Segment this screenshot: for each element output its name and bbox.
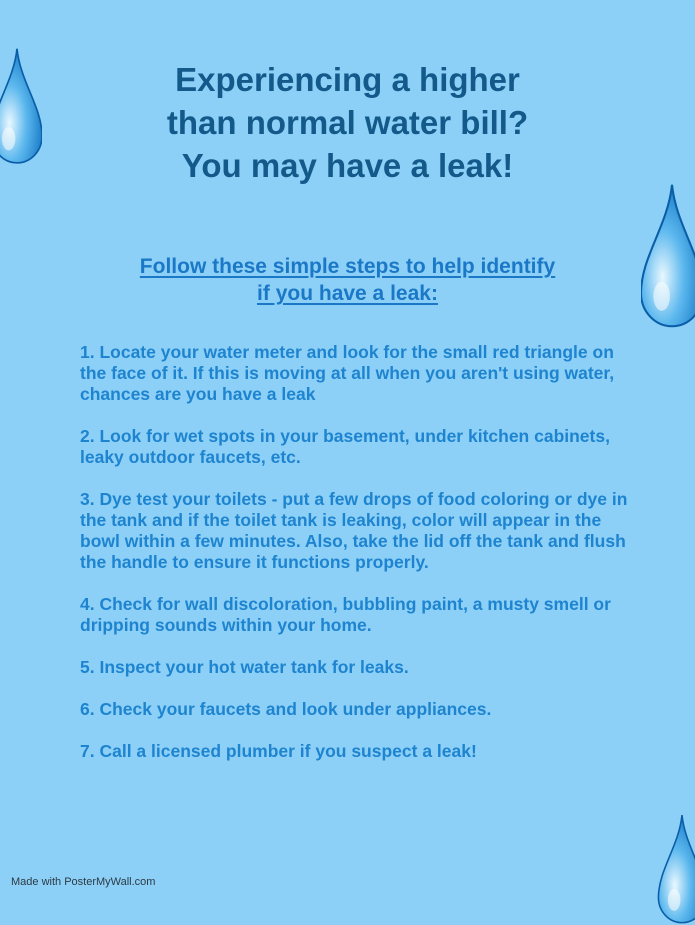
step-item: 7. Call a licensed plumber if you suspect a leak! bbox=[80, 741, 477, 761]
step-item: 2. Look for wet spots in your basement, under kitchen cabinets, leaky outdoor faucets, etc. bbox=[80, 426, 610, 467]
title-line-2: than normal water bill? bbox=[166, 104, 529, 141]
step-item: 3. Dye test your toilets - put a few drops of food coloring or dye in the tank and if the toilet tank is leaking, color will appear in the bowl within a few minutes. Also, take the lid off the tank and flush the handle to ensure it functions properly. bbox=[80, 489, 628, 572]
step-item: 6. Check your faucets and look under appliances. bbox=[80, 699, 492, 719]
steps-heading bbox=[60, 253, 635, 307]
poster-title bbox=[0, 58, 695, 187]
step-item: 1. Locate your water meter and look for the small red triangle on the face of it. If this is moving at all when you aren't using water, chances are you have a leak bbox=[80, 342, 615, 404]
subtitle-line-2: if you have a leak: bbox=[257, 282, 438, 305]
steps-list bbox=[80, 342, 640, 783]
water-drop-icon bbox=[641, 176, 695, 338]
step-item: 4. Check for wall discoloration, bubbling paint, a musty smell or dripping sounds within your home. bbox=[80, 594, 611, 635]
footer-credit: Made with PosterMyWall.com bbox=[11, 876, 156, 888]
subtitle-line-1: Follow these simple steps to help identify bbox=[139, 255, 556, 278]
water-drop-icon bbox=[657, 815, 695, 925]
title-line-3: You may have a leak! bbox=[181, 147, 514, 184]
step-item: 5. Inspect your hot water tank for leaks. bbox=[80, 657, 409, 677]
title-line-1: Experiencing a higher bbox=[175, 61, 520, 98]
